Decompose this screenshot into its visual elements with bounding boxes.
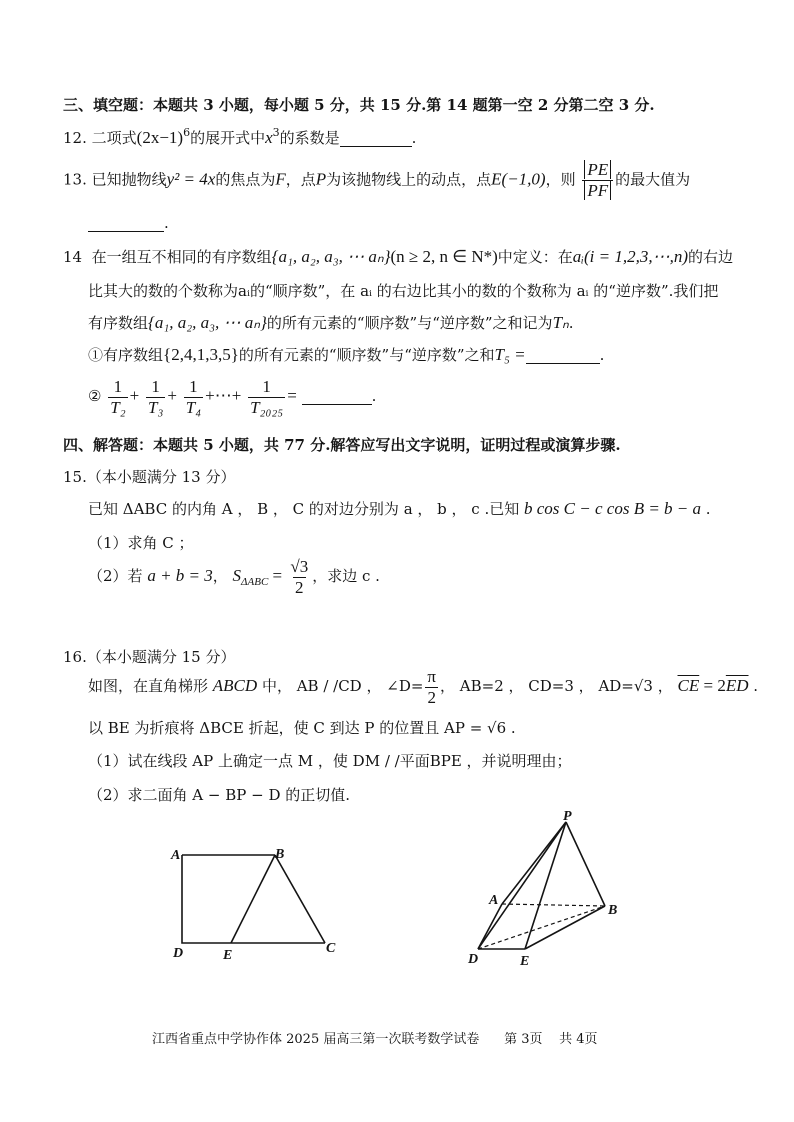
q14-frac-t4: $\frac{1}{\text{T₄}}$ <box>185 376 202 417</box>
label-p: P <box>563 809 572 824</box>
q14-l3-text-b: 的所有元素的“顺序数”与“逆序数”之和记为 <box>266 314 553 332</box>
q16-part-2: （2）求二面角 A − BP − D 的正切值. <box>88 786 351 804</box>
q13-text-a: 已知抛物线 <box>91 170 167 189</box>
q16-pi: π <box>427 666 437 686</box>
footer-page: 第 3页 <box>504 1032 543 1047</box>
footer-title: 江西省重点中学协作体 2025 届高三第一次联考数学试卷 <box>152 1032 480 1047</box>
q14-frac-t2: $\frac{1}{\text{T₂}}$ <box>110 376 126 417</box>
q15-stem-a: 已知 ΔABC 的内角 A ， B ， C 的对边分别为 a ， b ， c .已知 <box>88 500 525 518</box>
q12-term-power: 3 <box>272 126 280 139</box>
q16-number: 16. <box>63 648 87 666</box>
section-4-heading: 四、解答题：本题共 5 小题，共 77 分.解答应写出文字说明，证明过程或演算步骤. <box>63 436 621 454</box>
edge-be <box>231 855 275 943</box>
q16-two: 2 <box>427 687 436 707</box>
q14-l1-cond: (n ≥ 2, n ∈ N*) <box>390 247 498 266</box>
figure-trapezoid <box>165 840 350 965</box>
q14-equals: = <box>287 386 297 405</box>
q14-frac-t3: $\frac{1}{\text{T₃}}$ <box>147 376 164 417</box>
q16-part-1: （1）试在线段 AP 上确定一点 M ，使 DM / /平面BPE ，并说明理由； <box>88 752 572 770</box>
q15-p2-sum: a + b = 3 <box>147 566 213 585</box>
q13-numerator: PE <box>584 160 611 179</box>
label-b: B <box>275 847 285 862</box>
q14-line-3 <box>88 312 574 334</box>
q16-angle-fraction <box>425 667 438 708</box>
q12-term: x <box>265 128 273 147</box>
q15-area-num: √3 <box>290 556 309 576</box>
q15-p2-s: S <box>232 566 242 585</box>
q14-l4-t: T₅ = <box>494 345 526 364</box>
q14-plus-2: + <box>167 386 177 405</box>
q12-power: 6 <box>183 126 191 139</box>
q15-score: （本小题满分 13 分） <box>86 468 236 486</box>
q15-area-fraction <box>288 557 310 598</box>
q15-stem-eq: b cos C − c cos B = b − a <box>524 499 702 518</box>
q16-l1-name: ABCD <box>212 676 258 695</box>
q14-answer-blank-2[interactable] <box>302 388 372 405</box>
q15-p2-b: ， <box>212 567 233 585</box>
q13-text-c: ，点 <box>285 170 316 189</box>
q14-l5-mark: ② <box>88 387 102 405</box>
q14-l4-end: . <box>599 346 605 364</box>
q15-header <box>63 466 235 488</box>
label-c: C <box>326 941 336 956</box>
q15-p2-sub: ΔABC <box>241 576 269 588</box>
edge-bc <box>275 855 325 943</box>
edge-pd <box>478 822 566 949</box>
q12-text-a: 二项式 <box>91 129 137 147</box>
q14-number: 14 <box>63 248 83 266</box>
q15-p2-eq: = <box>268 566 287 585</box>
q13-point-p: P <box>315 169 327 189</box>
label-e2: E <box>520 954 530 969</box>
q14-line-4 <box>88 344 604 366</box>
q16-header <box>63 646 235 668</box>
figure-pyramid <box>460 806 630 976</box>
edge-pa <box>502 822 566 904</box>
label-b2: B <box>608 903 618 918</box>
label-d2: D <box>468 952 479 967</box>
q14-line-1 <box>63 246 733 268</box>
page-footer <box>152 1028 598 1047</box>
q14-l4-text-a: 有序数组 <box>103 346 164 364</box>
q13-eq: y² = 4x <box>166 169 216 189</box>
question-12 <box>63 127 416 149</box>
q13-text-d: 为该抛物线上的动点，点 <box>326 170 492 189</box>
q13-end: . <box>164 214 169 232</box>
label-d: D <box>173 946 184 961</box>
q14-line-5 <box>88 376 376 418</box>
q14-l3-end: . <box>568 314 574 332</box>
q13-text-b: 的焦点为 <box>215 170 276 189</box>
q13-text-f: 的最大值为 <box>615 170 691 189</box>
q14-l3-text-a: 有序数组 <box>88 314 149 332</box>
edge-ab-hidden <box>502 904 605 906</box>
q14-l4-text-b: 的所有元素的“顺序数”与“逆序数”之和 <box>238 346 495 364</box>
section-3-heading: 三、填空题：本题共 3 小题，每小题 5 分，共 15 分.第 14 题第一空 2 分第二空 3 分. <box>63 96 655 114</box>
q13-text-e: ，则 <box>545 170 576 189</box>
q13-denominator: PF <box>584 181 611 200</box>
q14-plus-1: + <box>129 386 140 405</box>
q16-line-1 <box>88 666 758 708</box>
q12-expr: (2x−1) <box>136 128 184 147</box>
q14-dots: +⋯+ <box>205 386 242 405</box>
q15-area-den: 2 <box>295 577 304 597</box>
q15-p2-c: ，求边 c . <box>312 567 380 585</box>
q16-vector-ce: $\overline{CE}$ <box>677 676 700 695</box>
q14-answer-blank-1[interactable] <box>526 347 600 364</box>
q14-l4-set: {2,4,1,3,5} <box>163 345 239 364</box>
q16-vector-ed: $\overline{ED}$ <box>725 676 749 695</box>
q15-number: 15. <box>63 468 87 486</box>
q14-l3-t: Tₙ <box>552 313 569 332</box>
q13-point-e: E(−1,0) <box>491 169 546 189</box>
q15-stem-end: . <box>701 500 711 518</box>
q16-l1-end: . <box>748 677 759 695</box>
label-a2: A <box>489 893 499 908</box>
q12-number: 12. <box>63 129 87 147</box>
q16-l1-eq: = 2 <box>699 676 726 695</box>
q14-l1-text-c: 的右边 <box>688 248 734 266</box>
footer-total: 共 4页 <box>559 1032 598 1047</box>
q15-part-2 <box>88 556 380 598</box>
q16-l1-c: ， AB=2 ， CD=3 ， AD=√3 ， <box>440 677 678 695</box>
q12-text-c: 的系数是 <box>279 129 340 147</box>
q14-l1-set: {a₁, a₂, a₃, ⋯ aₙ} <box>271 247 391 266</box>
q16-l1-b: 中， AB / /CD ， ∠D= <box>257 677 424 695</box>
q13-ratio-fraction <box>582 160 613 201</box>
question-13 <box>63 160 690 201</box>
q14-l1-text-b: 中定义：在 <box>497 248 573 266</box>
q14-line-2: 比其大的数的个数称为aᵢ的“顺序数”，在 aᵢ 的右边比其小的数的个数称为 aᵢ 的“逆序数”.我们把 <box>88 282 719 300</box>
q15-part-1: （1）求角 C ； <box>88 534 194 552</box>
q16-line-2: 以 BE 为折痕将 ΔBCE 折起，使 C 到达 P 的位置且 AP = √6 . <box>88 719 516 737</box>
q14-l5-end: . <box>371 387 377 405</box>
q14-l1-ai: aᵢ(i = 1,2,3,⋯,n) <box>572 247 688 266</box>
q16-score: （本小题满分 15 分） <box>86 648 236 666</box>
q14-l4-mark: ① <box>88 346 104 364</box>
q14-frac-t2025: $\frac{1}{\text{T₂₀₂₅}}$ <box>250 376 284 417</box>
q14-l1-text-a: 在一组互不相同的有序数组 <box>91 248 272 266</box>
label-e: E <box>223 948 233 963</box>
q13-answer-line <box>88 212 169 234</box>
q16-l1-a: 如图，在直角梯形 <box>88 677 213 695</box>
edge-pb <box>566 822 605 906</box>
q13-focus: F <box>275 169 286 189</box>
label-a: A <box>171 848 181 863</box>
q15-p2-a: （2）若 <box>88 567 148 585</box>
q14-l3-set: {a₁, a₂, a₃, ⋯ aₙ} <box>148 313 267 332</box>
q13-answer-blank[interactable] <box>88 215 164 232</box>
q12-end: . <box>411 129 417 147</box>
q15-stem <box>88 498 711 520</box>
q13-number: 13. <box>63 170 87 189</box>
q12-text-b: 的展开式中 <box>190 129 266 147</box>
q12-answer-blank[interactable] <box>340 130 412 147</box>
